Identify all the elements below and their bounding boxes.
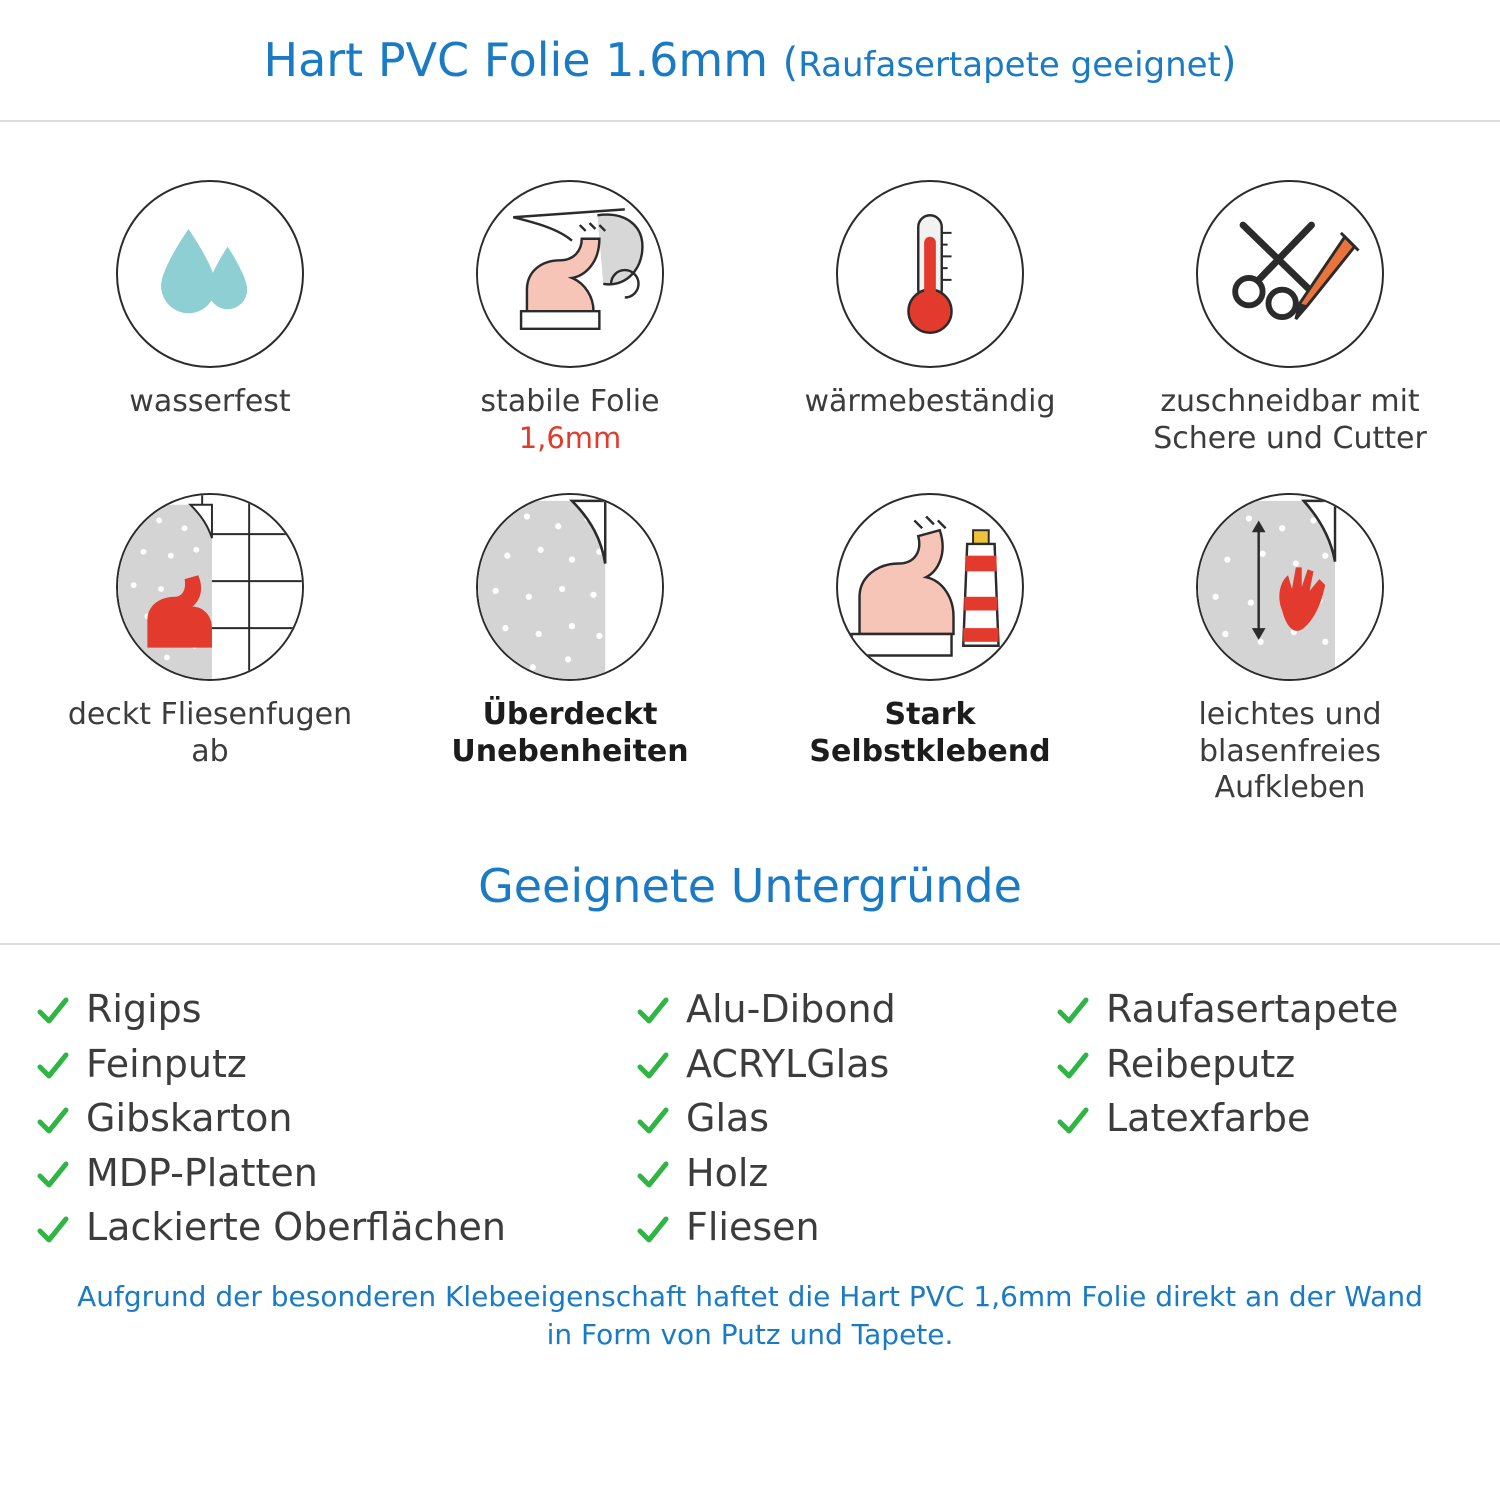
list-item <box>36 1040 636 1089</box>
feature-caption-text: zuschneidbar mit Schere und Cutter <box>1153 384 1427 456</box>
check-icon <box>636 1211 670 1245</box>
page-header <box>0 0 1500 122</box>
list-item <box>36 985 636 1034</box>
list-item <box>1056 1040 1464 1089</box>
list-item <box>36 1203 636 1252</box>
check-icon <box>36 1102 70 1136</box>
check-icon <box>36 992 70 1026</box>
page-title <box>263 33 1236 87</box>
feature-caption <box>1125 697 1455 807</box>
list-item-label: Rigips <box>86 986 202 1031</box>
list-item-label: Reibeputz <box>1106 1041 1296 1086</box>
feature-item <box>1110 493 1470 807</box>
feature-caption-text: wärmebeständig <box>804 384 1056 419</box>
feature-caption <box>1125 384 1455 457</box>
feature-caption-text: Stark Selbstklebend <box>809 697 1051 769</box>
check-icon <box>636 1047 670 1081</box>
list-item <box>1056 985 1464 1034</box>
feature-caption <box>765 697 1095 770</box>
list-item-label: MDP-Platten <box>86 1150 318 1195</box>
arm-glue-tube-icon <box>836 493 1024 681</box>
thumbs-up-tiles-icon <box>116 493 304 681</box>
feature-caption-text: wasserfest <box>129 384 291 419</box>
list-item-label: Lackierte Oberflächen <box>86 1205 506 1250</box>
title-sub: Raufasertapete geeignet <box>798 45 1221 85</box>
list-item-label: Feinputz <box>86 1041 247 1086</box>
check-icon <box>1056 1047 1090 1081</box>
check-icon <box>1056 992 1090 1026</box>
peeling-foil-icon <box>476 493 664 681</box>
thermometer-icon <box>836 180 1024 368</box>
feature-caption <box>405 697 735 770</box>
check-icon <box>1056 1102 1090 1136</box>
feature-thickness-label: 1,6mm <box>518 420 622 455</box>
list-item-label: ACRYLGlas <box>686 1041 890 1086</box>
section-heading: Geeignete Untergründe <box>0 859 1500 945</box>
water-drops-icon <box>116 180 304 368</box>
feature-item <box>1110 180 1470 457</box>
feature-item <box>390 180 750 457</box>
check-icon <box>36 1211 70 1245</box>
list-item-label: Glas <box>686 1096 770 1141</box>
feature-item <box>30 493 390 807</box>
substrate-column-2 <box>636 985 1056 1252</box>
list-item <box>636 1094 1056 1143</box>
feature-caption-text: Überdeckt Unebenheiten <box>451 697 689 769</box>
list-item <box>636 985 1056 1034</box>
flexing-arm-roll-icon <box>476 180 664 368</box>
check-icon <box>36 1156 70 1190</box>
hand-smoothing-icon <box>1196 493 1384 681</box>
feature-item <box>30 180 390 457</box>
list-item <box>636 1203 1056 1252</box>
feature-caption <box>45 697 375 770</box>
substrate-column-1 <box>36 985 636 1252</box>
title-main: Hart PVC Folie 1.6mm <box>263 33 769 87</box>
feature-grid <box>0 122 1500 807</box>
feature-item <box>390 493 750 807</box>
title-paren-close: ) <box>1220 40 1237 86</box>
list-item-label: Latexfarbe <box>1106 1096 1311 1141</box>
feature-caption <box>480 384 659 456</box>
scissors-cutter-icon <box>1196 180 1384 368</box>
check-icon <box>636 1102 670 1136</box>
list-item-label: Holz <box>686 1150 769 1195</box>
feature-item <box>750 180 1110 457</box>
list-item-label: Fliesen <box>686 1205 820 1250</box>
substrate-list <box>0 945 1500 1252</box>
feature-caption-text: leichtes und blasenfreies Aufkleben <box>1198 697 1382 806</box>
feature-item <box>750 493 1110 807</box>
check-icon <box>636 992 670 1026</box>
feature-caption <box>129 384 290 421</box>
list-item <box>1056 1094 1464 1143</box>
feature-caption-text: deckt Fliesenfugen ab <box>67 697 353 769</box>
substrate-column-3 <box>1056 985 1464 1252</box>
list-item-label: Gibskarton <box>86 1096 293 1141</box>
check-icon <box>636 1156 670 1190</box>
list-item <box>36 1149 636 1198</box>
list-item <box>636 1149 1056 1198</box>
title-paren-open: ( <box>782 40 799 86</box>
feature-caption-text: stabile Folie <box>480 384 660 419</box>
list-item-label: Alu-Dibond <box>686 986 896 1031</box>
check-icon <box>36 1047 70 1081</box>
list-item <box>36 1094 636 1143</box>
list-item-label: Raufasertapete <box>1106 986 1399 1031</box>
footer-note: Aufgrund der besonderen Klebeeigenschaft haftet die Hart PVC 1,6mm Folie direkt an der Wand in Form von Putz und Tapete. <box>77 1280 1423 1351</box>
feature-caption <box>804 384 1055 421</box>
list-item <box>636 1040 1056 1089</box>
